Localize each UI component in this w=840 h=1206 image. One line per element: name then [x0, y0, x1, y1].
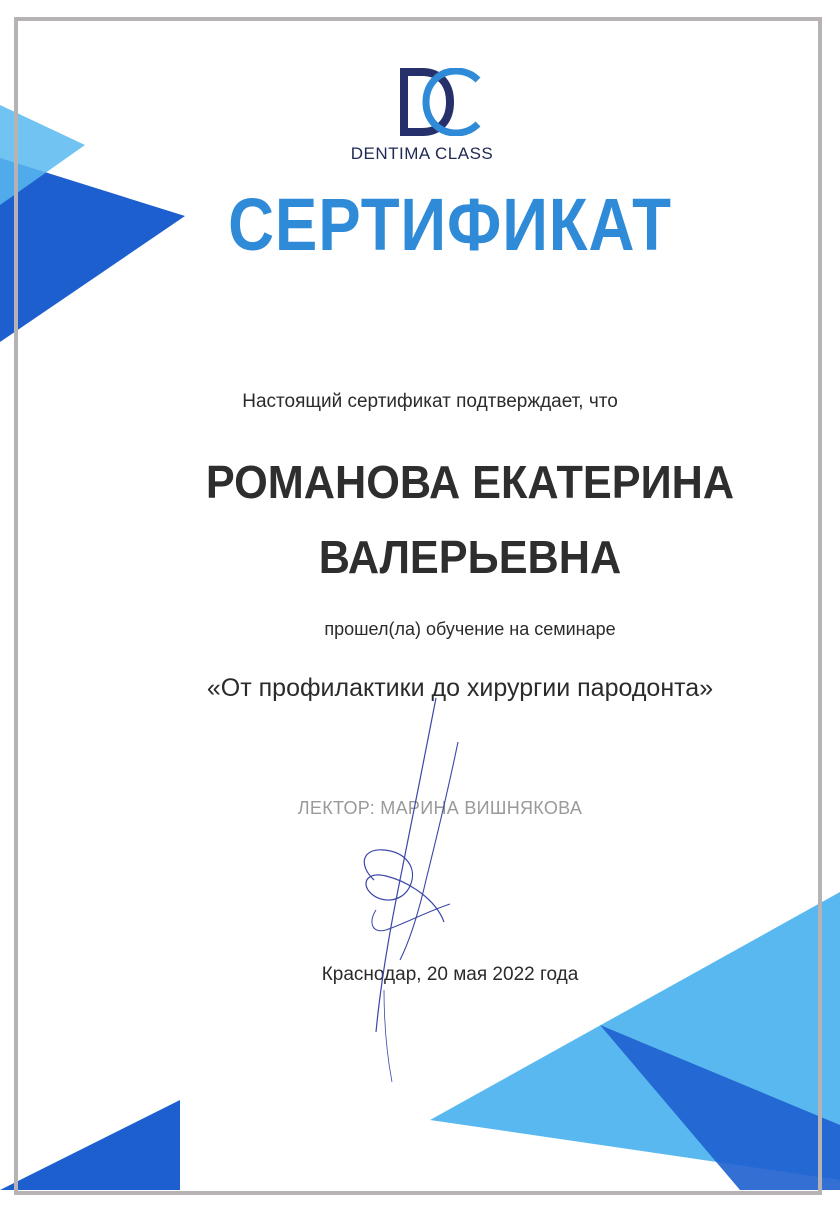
completed-text: прошел(ла) обучение на семинаре	[324, 619, 616, 639]
certificate-title: СЕРТИФИКАТ	[228, 183, 672, 266]
signature	[340, 690, 480, 1090]
dentima-class-logo	[400, 68, 482, 136]
seminar-title: «От профилактики до хирургии пародонта»	[206, 674, 714, 702]
place-and-date: Краснодар, 20 мая 2022 года	[321, 964, 579, 985]
intro-text: Настоящий сертификат подтверждает, что	[242, 391, 618, 412]
brand-name: DENTIMA CLASS	[350, 144, 494, 163]
recipient-name-line2: ВАЛЕРЬЕВНА	[318, 531, 622, 583]
recipient-name-line1: РОМАНОВА ЕКАТЕРИНА	[205, 456, 735, 508]
lecturer-name: ЛЕКТОР: МАРИНА ВИШНЯКОВА	[297, 798, 583, 818]
